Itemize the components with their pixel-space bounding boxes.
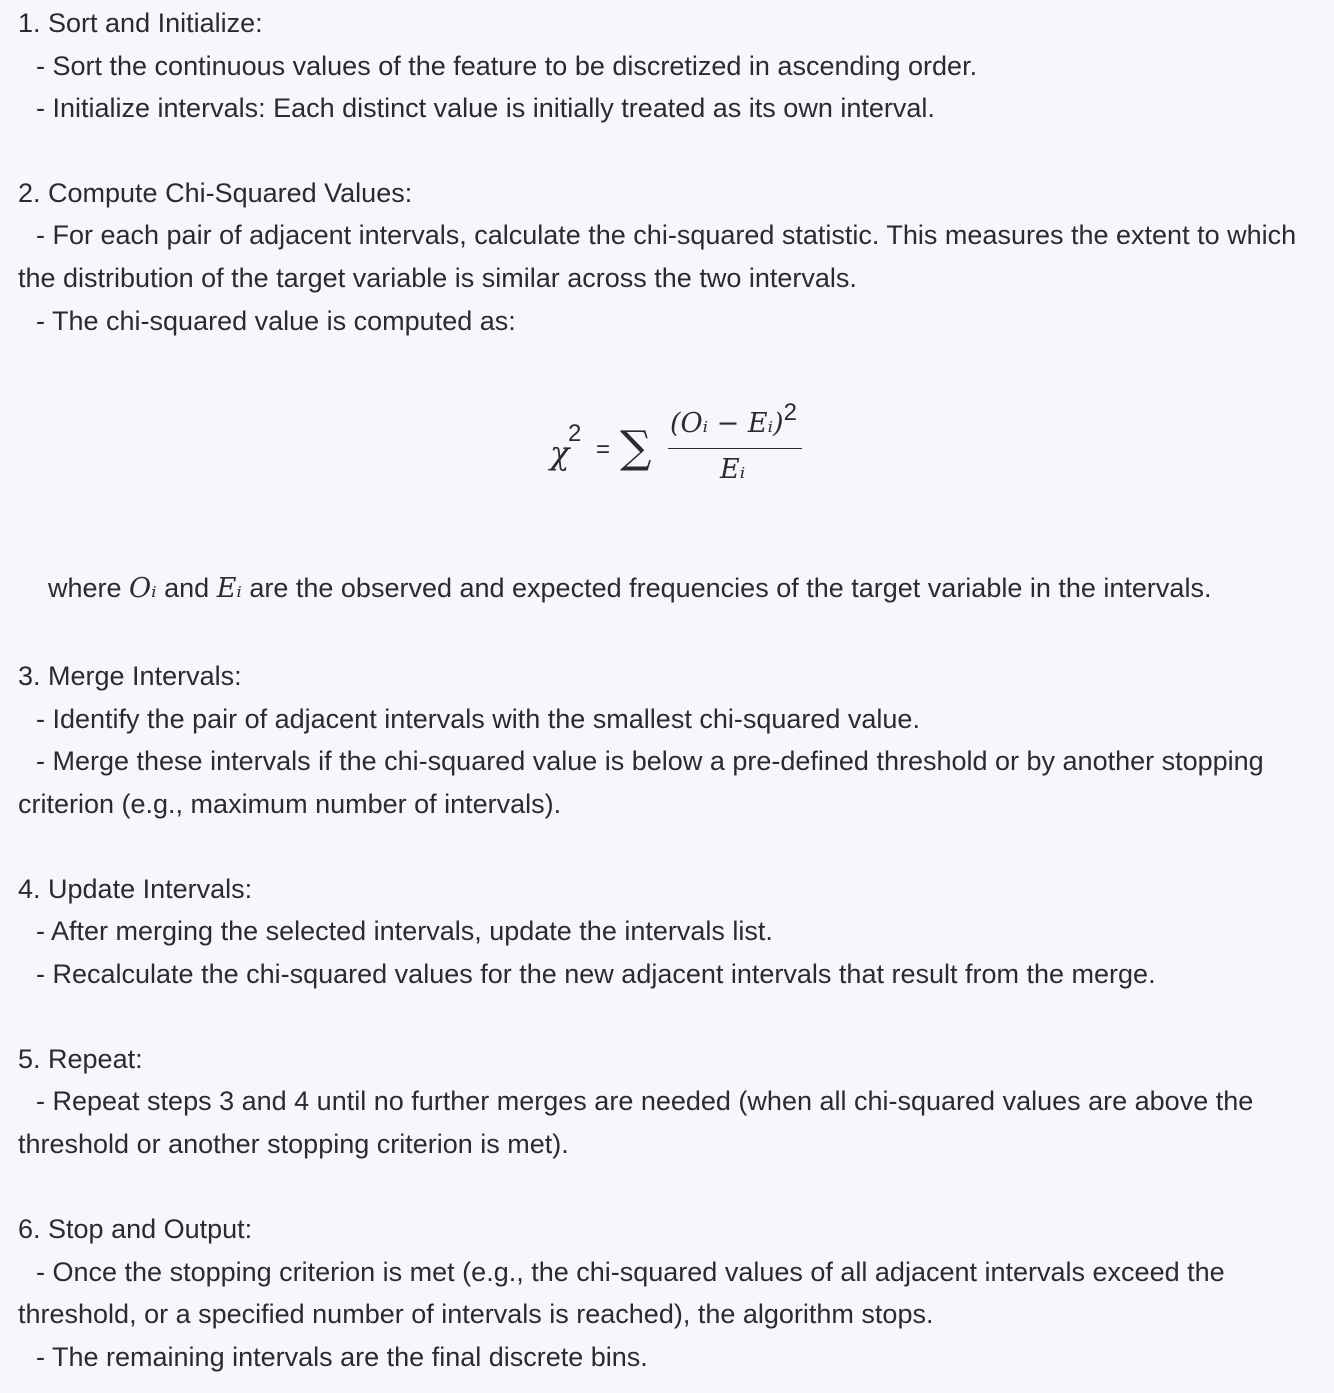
step-3-bullet-2-line-1: - Merge these intervals if the chi-squared value is below a pre-defined threshold or by another stopping (36, 746, 1264, 776)
step-6-bullet-2: - The remaining intervals are the final discrete bins. (36, 1342, 648, 1372)
formula-numerator-expr: (Oᵢ − Eᵢ) (670, 408, 784, 439)
observed-symbol: Oᵢ (129, 573, 157, 604)
formula-fraction-bar (668, 448, 802, 449)
step-2-bullet-2: - The chi-squared value is computed as: (36, 306, 516, 336)
formula-sum-symbol: ∑ (620, 422, 652, 473)
step-3-bullet-2-line-2: criterion (e.g., maximum number of intervals). (18, 789, 562, 819)
formula-chi-exponent: 2 (568, 420, 582, 447)
where-suffix: are the observed and expected frequencies of the target variable in the intervals. (241, 573, 1212, 603)
expected-symbol: Eᵢ (216, 573, 242, 604)
step-4-bullet-2: - Recalculate the chi-squared values for the new adjacent intervals that result from the merge. (36, 959, 1156, 989)
step-3-heading: 3. Merge Intervals: (18, 661, 242, 691)
formula-equals: = (596, 436, 611, 463)
step-1-bullet-2: - Initialize intervals: Each distinct value is initially treated as its own interval. (36, 93, 935, 123)
step-1-heading: 1. Sort and Initialize: (18, 8, 263, 38)
formula-numerator (670, 399, 797, 439)
formula-explanation (48, 575, 1211, 602)
step-5-heading: 5. Repeat: (18, 1044, 143, 1074)
step-2-bullet-1-line-2: the distribution of the target variable is similar across the two intervals. (18, 263, 857, 293)
step-4-bullet-1: - After merging the selected intervals, update the intervals list. (36, 916, 773, 946)
formula-denominator: Eᵢ (720, 454, 746, 485)
chi-squared-formula (550, 398, 810, 498)
step-5-bullet-1-line-2: threshold or another stopping criterion is met). (18, 1129, 569, 1159)
where-prefix: where (48, 573, 130, 603)
where-middle: and (156, 573, 217, 603)
step-6-bullet-1-line-2: threshold, or a specified number of intervals is reached), the algorithm stops. (18, 1299, 934, 1329)
step-4-heading: 4. Update Intervals: (18, 874, 253, 904)
step-6-bullet-1-line-1: - Once the stopping criterion is met (e.g., the chi-squared values of all adjacent intervals exceed the (36, 1257, 1225, 1287)
step-5-bullet-1-line-1: - Repeat steps 3 and 4 until no further merges are needed (when all chi-squared values are above the (36, 1086, 1254, 1116)
formula-numerator-exponent: 2 (783, 399, 797, 426)
step-2-bullet-1-line-1: - For each pair of adjacent intervals, calculate the chi-squared statistic. This measures the extent to which (36, 220, 1297, 250)
step-6-heading: 6. Stop and Output: (18, 1214, 253, 1244)
step-3-bullet-1: - Identify the pair of adjacent intervals with the smallest chi-squared value. (36, 704, 920, 734)
step-2-heading: 2. Compute Chi-Squared Values: (18, 178, 413, 208)
formula-chi-symbol: χ (550, 434, 570, 472)
step-1-bullet-1: - Sort the continuous values of the feature to be discretized in ascending order. (36, 51, 978, 81)
